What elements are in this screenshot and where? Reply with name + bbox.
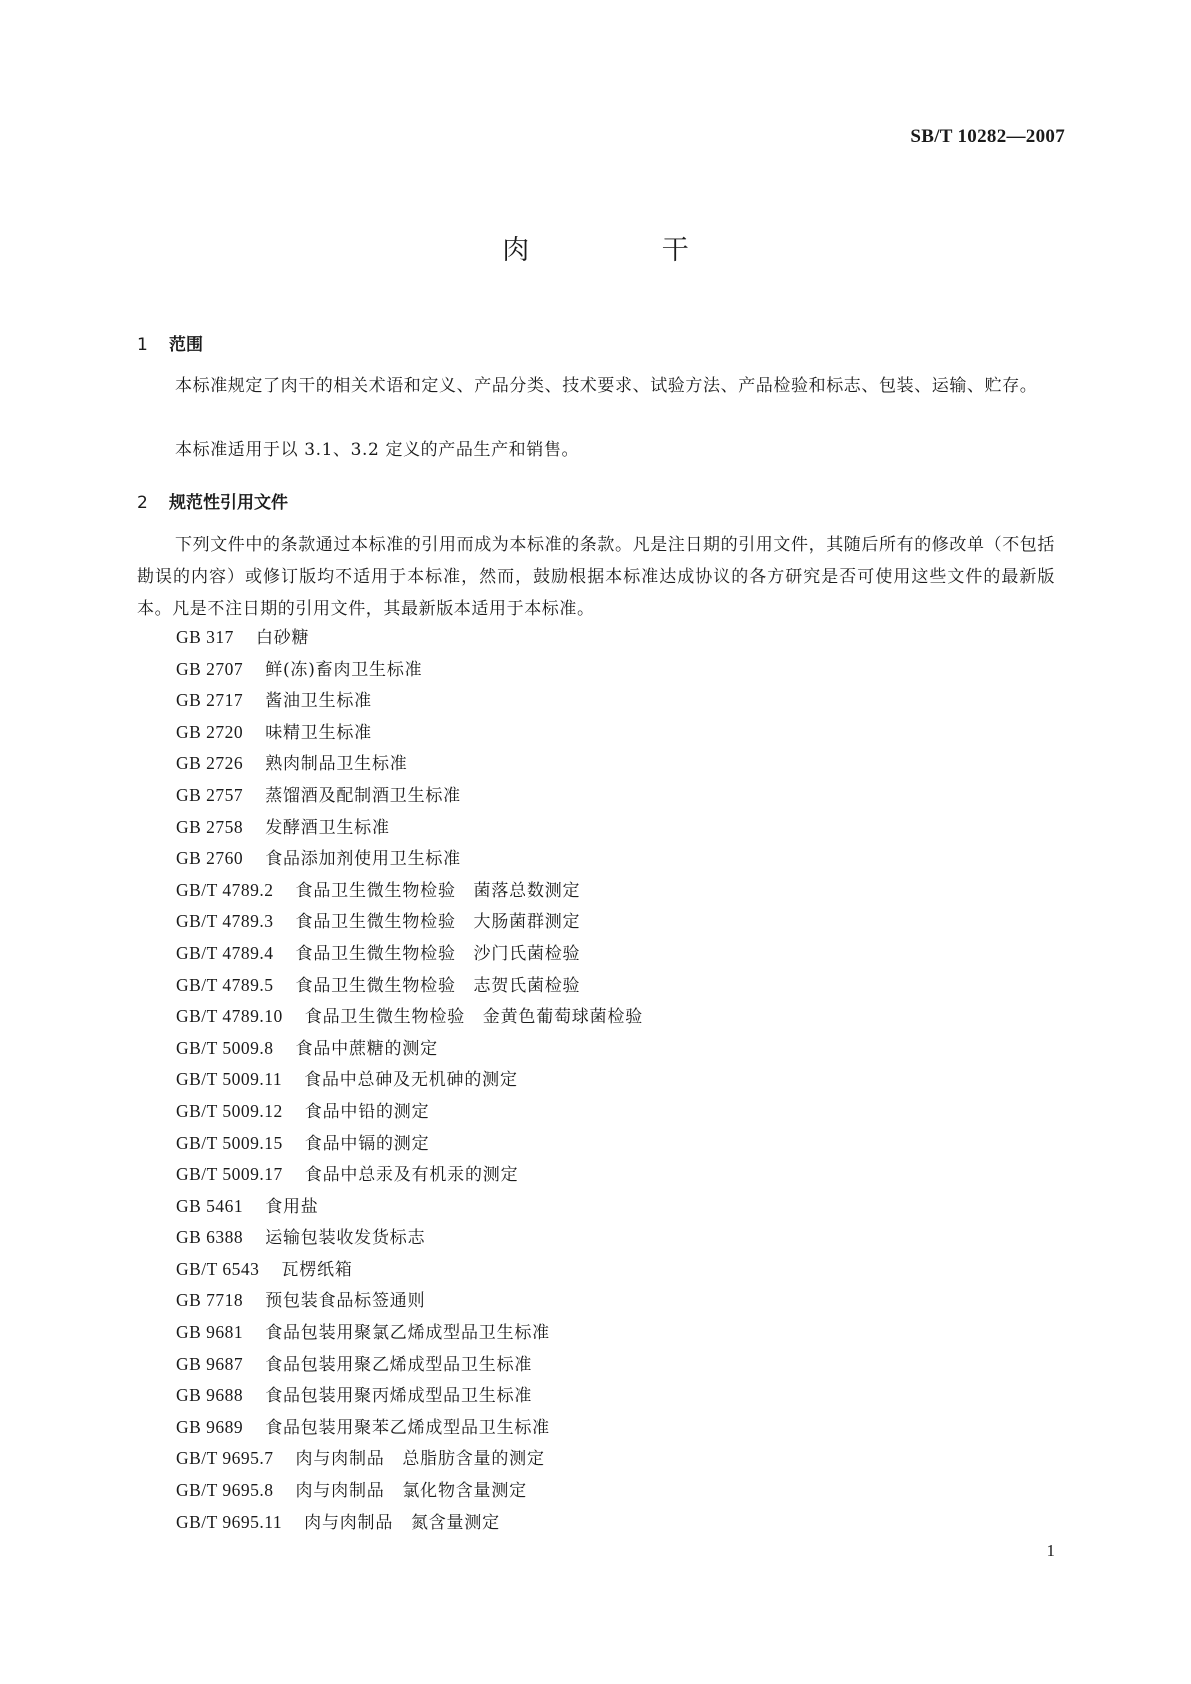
reference-title: 食品包装用聚乙烯成型品卫生标准 xyxy=(265,1354,533,1375)
reference-title: 味精卫生标准 xyxy=(265,722,372,743)
reference-code: GB/T 4789.2 xyxy=(176,879,274,900)
reference-title: 食品中蔗糖的测定 xyxy=(295,1038,438,1059)
reference-code: GB 2758 xyxy=(176,816,244,837)
reference-code: GB 7718 xyxy=(176,1290,244,1311)
reference-title: 酱油卫生标准 xyxy=(265,691,372,712)
section-2-heading xyxy=(137,488,288,513)
reference-item xyxy=(176,1412,643,1444)
reference-item xyxy=(176,906,643,938)
reference-title: 食品中总汞及有机汞的测定 xyxy=(304,1165,519,1186)
section-2-paragraph-1: 下列文件中的条款通过本标准的引用而成为本标准的条款。凡是注日期的引用文件，其随后所有的修改单（不包括勘误的内容）或修订版均不适用于本标准，然而，鼓励根据本标准达成协议的各方研究是否可使用这些文件的最新版本。凡是不注日期的引用文件，其最新版本适用于本标准。 xyxy=(137,535,1055,619)
reference-item xyxy=(176,1222,643,1254)
reference-code: GB 2707 xyxy=(176,658,244,679)
reference-title: 白砂糖 xyxy=(255,628,310,648)
reference-item xyxy=(176,654,643,686)
section-1-paragraph-1: 本标准规定了肉干的相关术语和定义、产品分类、技术要求、试验方法、产品检验和标志、包装、运输、贮存。 xyxy=(175,376,1038,396)
reference-title: 食品包装用聚氯乙烯成型品卫生标准 xyxy=(265,1323,550,1344)
reference-item xyxy=(176,1317,643,1349)
page-number: 1 xyxy=(1046,1541,1055,1560)
reference-item xyxy=(176,970,643,1002)
document-title: 肉 干 xyxy=(502,235,751,266)
reference-item xyxy=(176,780,643,812)
reference-title: 食用盐 xyxy=(265,1196,319,1217)
reference-item xyxy=(176,938,643,970)
reference-code: GB 5461 xyxy=(176,1195,244,1216)
reference-item xyxy=(176,685,643,717)
reference-code: GB/T 4789.3 xyxy=(176,911,274,932)
reference-item xyxy=(176,1159,643,1191)
reference-code: GB 9688 xyxy=(176,1385,244,1406)
reference-title: 食品卫生微生物检验 大肠菌群测定 xyxy=(295,912,581,933)
section-1-heading xyxy=(137,330,203,355)
reference-code: GB/T 9695.8 xyxy=(176,1480,274,1501)
reference-code: GB/T 4789.5 xyxy=(176,974,274,995)
reference-code: GB/T 4789.4 xyxy=(176,942,274,963)
reference-item xyxy=(176,1128,643,1160)
reference-code: GB 9687 xyxy=(176,1353,244,1374)
reference-title: 肉与肉制品 总脂肪含量的测定 xyxy=(295,1449,545,1470)
reference-item xyxy=(176,1033,643,1065)
reference-item xyxy=(176,1001,643,1033)
reference-code: GB 2757 xyxy=(176,784,244,805)
reference-title: 食品卫生微生物检验 志贺氏菌检验 xyxy=(295,975,581,996)
reference-item xyxy=(176,1380,643,1412)
reference-title: 食品包装用聚苯乙烯成型品卫生标准 xyxy=(265,1417,550,1438)
reference-item xyxy=(176,1254,643,1286)
reference-item xyxy=(176,717,643,749)
reference-item xyxy=(176,1191,643,1223)
reference-code: GB/T 5009.8 xyxy=(176,1037,274,1058)
reference-item xyxy=(176,1443,643,1475)
reference-item xyxy=(176,875,643,907)
reference-item xyxy=(176,1064,643,1096)
reference-title: 发酵酒卫生标准 xyxy=(265,817,390,838)
reference-code: GB 2726 xyxy=(176,753,244,774)
reference-title: 预包装食品标签通则 xyxy=(265,1291,426,1312)
reference-item xyxy=(176,1349,643,1381)
reference-code: GB 2720 xyxy=(176,721,244,742)
reference-title: 运输包装收发货标志 xyxy=(265,1228,426,1249)
reference-item xyxy=(176,1096,643,1128)
reference-item xyxy=(176,622,643,654)
reference-code: GB 317 xyxy=(176,627,234,647)
reference-item xyxy=(176,748,643,780)
reference-title: 食品卫生微生物检验 菌落总数测定 xyxy=(295,880,581,901)
reference-code: GB 9689 xyxy=(176,1416,244,1437)
reference-code: GB 6388 xyxy=(176,1227,244,1248)
section-title: 范围 xyxy=(169,335,203,355)
section-number: 1 xyxy=(137,335,148,355)
reference-item xyxy=(176,1507,643,1539)
reference-code: GB/T 9695.11 xyxy=(176,1511,283,1532)
reference-code: GB/T 5009.11 xyxy=(176,1069,283,1090)
reference-title: 食品中镉的测定 xyxy=(304,1133,430,1154)
reference-code: GB 2760 xyxy=(176,848,244,869)
reference-title: 蒸馏酒及配制酒卫生标准 xyxy=(265,785,461,806)
reference-code: GB 2717 xyxy=(176,690,244,711)
reference-code: GB/T 5009.15 xyxy=(176,1132,283,1153)
reference-title: 食品添加剂使用卫生标准 xyxy=(265,849,461,870)
reference-item xyxy=(176,1285,643,1317)
reference-title: 食品包装用聚丙烯成型品卫生标准 xyxy=(265,1386,533,1407)
section-1-paragraph-2: 本标准适用于以 3.1、3.2 定义的产品生产和销售。 xyxy=(175,440,580,460)
reference-title: 熟肉制品卫生标准 xyxy=(265,754,408,775)
reference-code: GB/T 5009.12 xyxy=(176,1100,283,1121)
section-number: 2 xyxy=(137,493,148,513)
section-title: 规范性引用文件 xyxy=(169,493,288,513)
reference-title: 食品卫生微生物检验 金黄色葡萄球菌检验 xyxy=(304,1007,643,1028)
reference-item xyxy=(176,812,643,844)
reference-item xyxy=(176,843,643,875)
reference-code: GB 9681 xyxy=(176,1322,244,1343)
reference-title: 鲜(冻)畜肉卫生标准 xyxy=(265,659,423,680)
standard-code: SB/T 10282—2007 xyxy=(910,126,1065,147)
reference-code: GB/T 4789.10 xyxy=(176,1006,283,1027)
reference-title: 肉与肉制品 氯化物含量测定 xyxy=(295,1481,527,1502)
reference-title: 瓦楞纸箱 xyxy=(281,1259,353,1280)
reference-code: GB/T 5009.17 xyxy=(176,1164,283,1185)
reference-title: 肉与肉制品 氮含量测定 xyxy=(304,1512,500,1533)
reference-list xyxy=(176,622,643,1538)
reference-title: 食品中铅的测定 xyxy=(304,1101,430,1122)
reference-code: GB/T 6543 xyxy=(176,1258,260,1279)
reference-title: 食品卫生微生物检验 沙门氏菌检验 xyxy=(295,943,581,964)
reference-item xyxy=(176,1475,643,1507)
reference-title: 食品中总砷及无机砷的测定 xyxy=(304,1070,518,1091)
reference-code: GB/T 9695.7 xyxy=(176,1448,274,1469)
